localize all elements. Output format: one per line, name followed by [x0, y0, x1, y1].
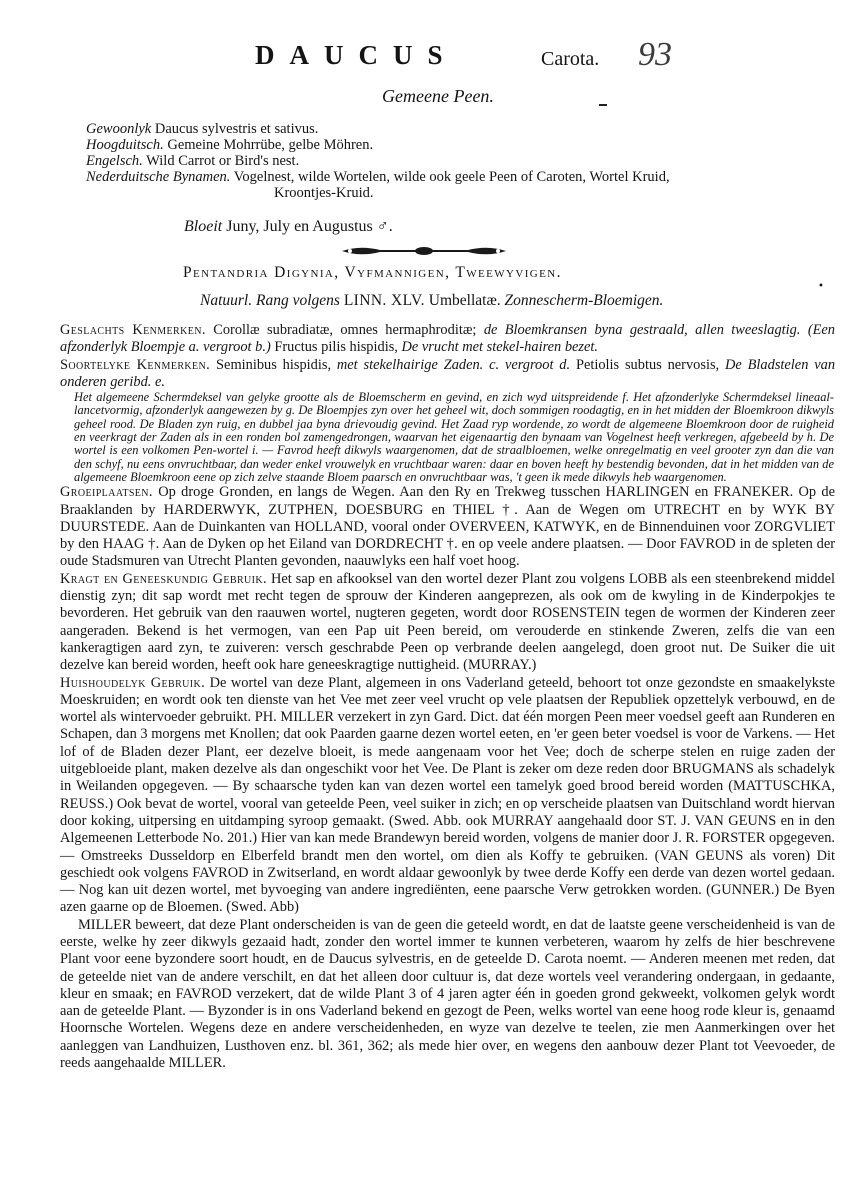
- name-label: Nederduitsche Bynamen.: [86, 169, 231, 185]
- species-characters: [60, 357, 835, 392]
- title-row: [0, 36, 847, 82]
- handwritten-page-number: 93: [638, 36, 672, 73]
- common-name: Gemeene Peen.: [382, 86, 494, 106]
- name-text: Vogelnest, wilde Wortelen, wilde ook geele Peen of Caroten, Wortel Kruid,: [233, 169, 670, 185]
- section-text: De wortel van deze Plant, algemeen in ons Vaderland geteeld, behoort tot onze gezondste en smaakelykste Moeskruiden; en wordt ook ten dienste van het Vee met zeer veel vrucht op vele plaatsen der Republiek opzettelyk verbouwd, en de wortel als wintervoeder gebruikt. PH. MILLER verzekert in zyn Gard. Dict. dat één morgen Peen meer voedsel geeft aan Runderen en Schapen, dan 3 morgens met Knollen; dat ook Paarden gaarne dezen wortel eeten, en 'er geen beter voedsel is voor de Varkens. — Het lof of de Bladen dezer Plant, eer dezelve bloeit, is mede aangenaam voor het Vee; doch de scherpe stelen en ruige zaden der uitgebloeide plant, maken dezelve als dan ongeschikt voor het Vee. De Plant is zeker om deze reden door BRUGMANS als schadelyk in Weilanden opgegeven. — By schaarsche tyden kan van dezen wortel een tamelyk goed brood bereid worden (MATTUSCHKA, REUSS.) Ook bevat de wortel, vooral van geteelde Peen, veel suiker in zich; en op verscheide plaatsen van Duitschland wordt hiervan door koking, uitpersing en uitdamping syroop gemaakt. (Swed. Abb. ook MURRAY aangehaald door ST. J. VAN GEUNS en in den Algemeenen Letterbode No. 201.) Hier van kan mede Brandewyn bereid worden, volgens de manier door J. R. FORSTER opgegeven. — Omstreeks Dusseldorp en Elberfeld brandt men den wortel, om dien als Koffy te gebruiken. (VAN GEUNS als voren) Dit geschiedt ook volgens FAVROD in Zwitserland, en wordt aldaar gewoonlyk by twee derde Koffy een derde van dezen wortel gedaan. — Nog kan uit dezen wortel, met byvoeging van andere ingrediënten, eene paarsche Verw getrokken worden. (GUNNER.) De Byen azen gaarne op de Bloemen. (Swed. Abb): [60, 674, 835, 916]
- stray-mark: •: [818, 281, 824, 292]
- genus-characters: [60, 322, 835, 357]
- dutch-text: de Bloemkransen byna gestraald, allen tweeslagtig. (Een afzonderlyk Bloempje a. vergroot b.): [60, 322, 836, 356]
- genus-title: DAUCUS: [255, 40, 458, 70]
- plant-description: Het algemeene Schermdeksel van gelyke grootte als de Bloemscherm en gevind, en zich wyd uitspreidende f. Het afzonderlyke Schermdeksel lineaal-lancetvormig, afzonderlyk aangewezen by g. De Bloempjes zyn over het geheel wit, doch sommigen roodagtig, en in het midden der Bloemkroon dikwyls geheel rood. De Bladen zyn ruig, en dubbel jaa byna drievoudig gevind. Het Zaad ryp wordende, zo wordt de algemeene Bloemkroon door de ruigheid en veerkragt der Zaden als in een ronden bol zamengedrongen, waarvan het eigenaartig den bynaam van Vogelnest heeft verkregen, afgebeeld by h. De wortel is een volkomen Pen-wortel i. — Favrod heeft dikwyls waargenomen, dat de straalbloemen, welke onregelmatig en veel grooter zyn dan die van den schyf, nu eens onvruchtbaar, dan weder enkel vrouwelyk en vruchtbaar waren: daar en boven heeft hy bestendig bevonden, dat in het midden van de algemeene Bloemkroon eene op zich zelve staande Bloem paarsch en onvruchtbaar was, 't geen ik mede dikwyls heb waargenomen.: [74, 390, 834, 484]
- latin-text: Fructus pilis hispidis,: [274, 339, 398, 356]
- name-label: Hoogduitsch.: [86, 137, 164, 153]
- names-block: [86, 121, 846, 201]
- section-heading: Groeiplaatsen.: [60, 484, 153, 501]
- medicinal-section: [60, 571, 835, 675]
- latin-text: Corollæ subradiatæ, omnes hermaphroditæ;: [213, 322, 477, 338]
- flowering-line: [184, 218, 393, 236]
- dutch-text: De Bladstelen van onderen geribd. e.: [60, 356, 836, 390]
- section-text: Op droge Gronden, en langs de Wegen. Aan den Ry en Trekweg tusschen HARLINGEN en FRANEKER. Op de Braaklanden by HARDERWYK, ZUTPHEN, DOESBURG en THIEL †. Aan de Wegen om UTRECHT en by WYK BY DUURSTEDE. Aan de Duinkanten van HOLLAND, vooral onder OVERVEEN, KATWYK, en de Binnenduinen voor ZORGVLIET by den HAAG †. Aan de Dyken op het Eiland van DORDRECHT †. en op veele andere plaatsen. — Door FAVROD in de spleten der oude Stadsmuren van Utrecht Planten gevonden, naauwlyks een half voet hoog.: [60, 484, 835, 570]
- section-heading: Huishoudelyk Gebruik.: [60, 674, 206, 691]
- ornament-divider: [340, 243, 508, 259]
- name-label: Engelsch.: [86, 153, 143, 169]
- name-row-continued: [86, 185, 846, 201]
- section-heading: Soortelyke Kenmerken.: [60, 356, 211, 373]
- habitat-section: [60, 484, 835, 570]
- flowering-text: Juny, July en Augustus ♂.: [226, 218, 393, 235]
- latin-text: Petiolis subtus nervosis,: [575, 356, 720, 373]
- name-label: Gewoonlyk: [86, 121, 152, 137]
- section-text: Het sap en afkooksel van den wortel dezer Plant zou volgens LOBB als een steenbrekend middel dienstig zyn; dit sap wordt met recht tegen de sprouw der Kinderen aangeprezen, als ook om de kwyling in de Kinderpokjes te bevorderen. Het gebruik van den raauwen wortel, nugteren gegeten, wordt door ROSENSTEIN tegen de wormen der Kinderen zeer aangeraden. Bekend is het vermogen, van een Pap uit Peen bereid, om verouderde en stinkende Zweren, zelfs die van een kankeragtigen aard zyn, te zuiveren: versch geschrabde Peen op verbrande deelen aangelegd, doen groot nut. De Suiker die uit dezelve kan bereid worden, heeft ook hare geneeskragtige nuttigheid. (MURRAY.): [60, 570, 835, 674]
- body-text: [60, 322, 835, 1072]
- flowering-label: Bloeit: [184, 218, 223, 235]
- rank-linn: LINN. XLV.: [343, 292, 425, 309]
- name-text: Gemeine Mohrrübe, gelbe Möhren.: [167, 137, 374, 153]
- stray-mark: [599, 104, 607, 106]
- section-heading: Kragt en Geneeskundig Gebruik.: [60, 570, 268, 587]
- latin-text: Seminibus hispidis,: [216, 356, 332, 373]
- name-row: [86, 137, 846, 153]
- dutch-text: De vrucht met stekel-hairen bezet.: [401, 339, 598, 356]
- section-heading: Geslachts Kenmerken.: [60, 322, 206, 338]
- rank-text: Umbellatæ.: [428, 292, 501, 309]
- natural-rank: [200, 292, 663, 310]
- dutch-text: met stekelhairige Zaden. c. vergroot d.: [336, 356, 571, 373]
- name-row: [86, 153, 846, 169]
- household-section: [60, 675, 835, 917]
- species-title: Carota.: [541, 48, 600, 70]
- linnaean-class: Pentandria Digynia, Vyfmannigen, Tweewyvigen.: [183, 264, 562, 281]
- rank-dutch: Zonnescherm-Bloemigen.: [504, 292, 664, 309]
- miller-paragraph: MILLER beweert, dat deze Plant onderscheiden is van de geen die geteeld wordt, en dat de laatste geene verscheidenheid is van de eerste, welke hy zeer dikwyls gezaaid hadt, zonder den wortel immer te kunnen verbeteren, waarom hy zelfs de hier beschrevene Plant voor eene byzondere soort houdt, en de Daucus sylvestris, en de geteelde D. Carota noemt. — Anderen meenen met reden, dat de geteelde niet van de andere verschilt, en dat het alleen door cultuur is, dat deze wortels veel verandering ondergaan, in gedaante, kleur en smaak; en FAVROD verzekert, dat de wilde Plant 3 of 4 jaren agter één in goeden grond gekweekt, volkomen gelyk wordt aan de geteelde Plant. — Byzonder is in ons Vaderland bekend en gezogt de Peen, welks wortel van eene hoog rode kleur is, genaamd Hoornsche Wortelen. Wegens deze en andere verscheidenheden, en wyze van dezelve te teelen, zie men Aanmerkingen over het aanleggen van Landhuizen, Lusthoven enz. bl. 361, 362; als mede hier over, en wegens den aanbouw dezer Plant tot Veevoeder, de reeds aangehaalde MILLER.: [60, 916, 835, 1072]
- name-text: Wild Carrot or Bird's nest.: [146, 153, 300, 169]
- name-text: Kroontjes-Kruid.: [274, 185, 374, 201]
- rank-label: Natuurl. Rang volgens: [200, 292, 340, 309]
- name-row: [86, 121, 846, 137]
- name-text: Daucus sylvestris et sativus.: [154, 121, 319, 137]
- name-row: [86, 169, 846, 185]
